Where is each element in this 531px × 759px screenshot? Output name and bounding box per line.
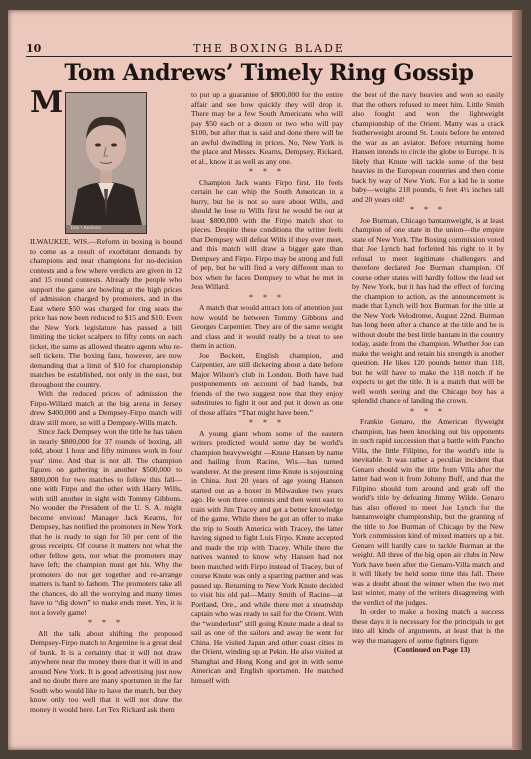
paragraph: Joe Burman, Chicago bantamweight, is at least champion of one state in the union—the empire state of New York. The Boxing commission voted that Joe Lynch had forfeited his right to it by refusal to meet legitimate challengers and therefore declared Joe Burman champion. Of course other states will hardly follow the lead set by New York, but it has had the effect of forcing the champion to action, as the announcement is made that Lynch will box Burman for the title at the New York Velodrome, August 22nd. Burman has long been after a chance at the title and he is without doubt the best little bantam in the country today, aside from the champion. Whether Joe can make the weight and retain his strength is another question. He likes 120 pounds better than 118, but he will have to make the 118 notch if he expects to get the title. It is a match that will be well worth seeing and the Chicago boy has a splendid chance of landing the crown. (352, 215, 504, 405)
article-headline: Tom Andrews’ Timely Ring Gossip (64, 60, 474, 86)
paragraph: Frankie Genaro, the American flyweight champion, has been knocking out his opponents in such rapid succession that a battle with Pancho Villa, the little Filipino, for the world's title is inevitable. It was rather a peculiar incident that Genaro should win the title from Villa after the latter had won it from Johnny Buff, and that the Filipino should turn around and grab off the world's title by defeating Jimmy Wilde. Genaro has also offered to meet Joe Lynch for the bantamweight championship, but the granting of the title to Joe Burman of Chicago by the New York commission kind of mixed matters up a bit. Genaro will hardly care to tackle Burman at the weight. All three of the big open air clubs in New York have been after the Genaro-Villa match and it will likely be held some time this fall. There was a doubt about the winner when the two met last winter, many of the writers disagreeing with the verdict of the judges. (352, 417, 504, 607)
drop-cap: M (30, 85, 64, 120)
author-photo (65, 92, 147, 234)
opening-paragraph (30, 85, 182, 389)
section-divider: * * * (88, 618, 124, 627)
paragraph: A match that would attract lots of attention just now would be between Tommy Gibbons and Georges Carpentier. They are of the same weight and class and it would really be a treat to see them in action. (191, 303, 343, 350)
section-divider: * * * (249, 418, 285, 427)
portrait-image (66, 93, 146, 225)
photo-caption: Tom • Andrews (70, 226, 102, 231)
continued-on-link: (Continued on Page 13) (393, 645, 471, 654)
paragraph: the best of the navy heavies and won so easily that the others refused to meet him. Little Smith also fought and won the lightweight championship of the Orient. Matty was a crack featherweight around St. Louis before he entered the war as an aviator. Before returning home Hansen intends to circle the globe to Europe. It is likely that Knute will tackle some of the best heavies in the European countries and then come back by way of New York. For a kid he is some baby—weighs 218 pounds, 6 feet 4½ inches tall and 20 years old! (352, 90, 504, 204)
article-column-1 (30, 85, 182, 714)
paragraph: Since Jack Dempsey won the title he has taken in nearly $800,000 for 37 rounds of boxing, all told, about 1 hour and fifty minutes work in four year' time. And that is not all. The champion figures on gathering in another $500,000 to $800,000 for two matches to follow this fall—one with Firpo and the other with Harry Wills, with still another in sight with Tommy Gibbons. No wonder the President of the U. S. A. might become envious! Manager Jack Kearns, for Dempsey, has notified the promoters in New York that he is ready to sign for 50 per cent of the gross receipts. Of course it matters not what the other fellow gets, nor what the promoters may have left; the champion must get his. Why the promoters do not get together and re-arrange matters is hard to fathom. The promoters take all the chances, do all the worrying and many times have to “dig down” to make ends meet. Yes, it is not a lovely game! (30, 427, 182, 617)
article-column-3 (352, 90, 504, 655)
paragraph: All the talk about shifting the proposed Dempsey-Firpo match to Argentine is a great deal of bunk. It is a certainty that it will not draw anywhere near the money there that it will in and around New York. It is good advertising just now and no doubt there are many sportsmen in the far South who would like to have the match, but they know only too well that it will not draw the money it would here. Let Tex Rickard ask them (30, 628, 182, 714)
paragraph: Joe Beckett, English champion, and Carpentier, are still dickering about a date before Major Wilson's club in London. Both have had postponements on account of bad hands, but friends of the two suggest now that they enjoy substitutes to fight it out and put it down as one of those affairs “That might have been.” (191, 350, 343, 417)
paragraph: to put up a guarantee of $800,000 for the entire affair and see how quickly they will drop it. There may be a few South Americans who will pay $50 each or a dozen or two who will pay $100, but after that is said and done there will be an awful dwindling in prices. No, New York is the place and Messrs. Kearns, Dempsey, Rickard, et al., know it as well as any one. (191, 90, 343, 166)
paragraph: A young giant whom some of the eastern writers predicted would some day be world's champion heavyweight —Knute Hansen by name and hailing from Racine, Wis.—has turned wanderer. At the present time Knute is sojourning in China. Just 20 years of age young Hansen started out as a boxer in Milwaukee two years ago. He won three contests and then went east to train with Jim Tracey and get a better knowledge of the game. While there he got an offer to make the trip to South America with Tracey, the latter having signed to fight Luis Firpo. Knute accepted and made the trip with Tracey. While there the natives wanted to know why Hansen had not been matched with Firpo instead of Tracey, but of course Knute was only a sparring partner and was passed up. Returning to New York Knute decided to visit his old pal—Matty Smith of Racine—at Portland, Ore., and while there met a steamship captain who was ready to sail for the Orient. With the “wunderlust” still going Knute made a deal to sail as one of the sailors and away he went for China. He visited Japan and other coast cities in the Orient, winding up at Pekin. He also visited at Shanghai and Hong Kong and got in with some American and English sportsmen. He matched himself with (191, 428, 343, 685)
running-title: THE BOXING BLADE (193, 42, 345, 55)
article-column-2 (191, 90, 343, 685)
page-number: 10 (26, 42, 42, 55)
paragraph: Champion Jack wants Firpo first. He feels certain he can whip the South American in a hurry, but he is not so sure about Wills, and should he lose to Wills first he would be out at least $800,000 with the Firpo match shot to pieces. Despite these conditions the writer feels that Dempsey will defeat Wills if they ever meet, and this match will draw a bigger gate than Dempsey and Firpo. Firpo may be strong and full of pep, but he will find a very different man to box when he faces Dempsey to what he met in Jess Willard. (191, 177, 343, 291)
section-divider: * * * (249, 292, 285, 302)
paragraph: With the reduced prices of admission the Firpo-Willard match at the big arena in Jersey drew $400,000 and a Dempsey-Firpo match will draw still more, so will a Dempsey-Wills match. (30, 389, 182, 427)
paragraph: In order to make a boxing match a success these days it is necessary for the principals to get into all kinds of arguments, at least that is the way the managers of some fighters figure (352, 607, 504, 645)
opening-text: ILWAUKEE, WIS.—Reform in boxing is bound to come as a result of exorbitant demands by champions and near champions for no-decision contests and a few where verdicts are given in 12 and 15 round contests. Already the people who support the game are howling at the high prices of admission charged by promoters, and in the East where $50 was charged for ring seats the price has now been reduced to $15 and $10. Even the New York legislature has passed a bill limiting the ticket scalpers to fifty cents on each ticket, the same as allowed theatre agents who re-sell tickets. The boxing fans, however, are now demanding that a limit of $10 for championship matches be established, not only in the east, but throughout the country. (30, 237, 182, 389)
page-binding-edge (512, 10, 522, 750)
section-divider: * * * (410, 205, 446, 214)
section-divider: * * * (410, 406, 446, 416)
page-header (26, 40, 512, 57)
magazine-page (8, 10, 522, 750)
section-divider: * * * (249, 167, 285, 176)
